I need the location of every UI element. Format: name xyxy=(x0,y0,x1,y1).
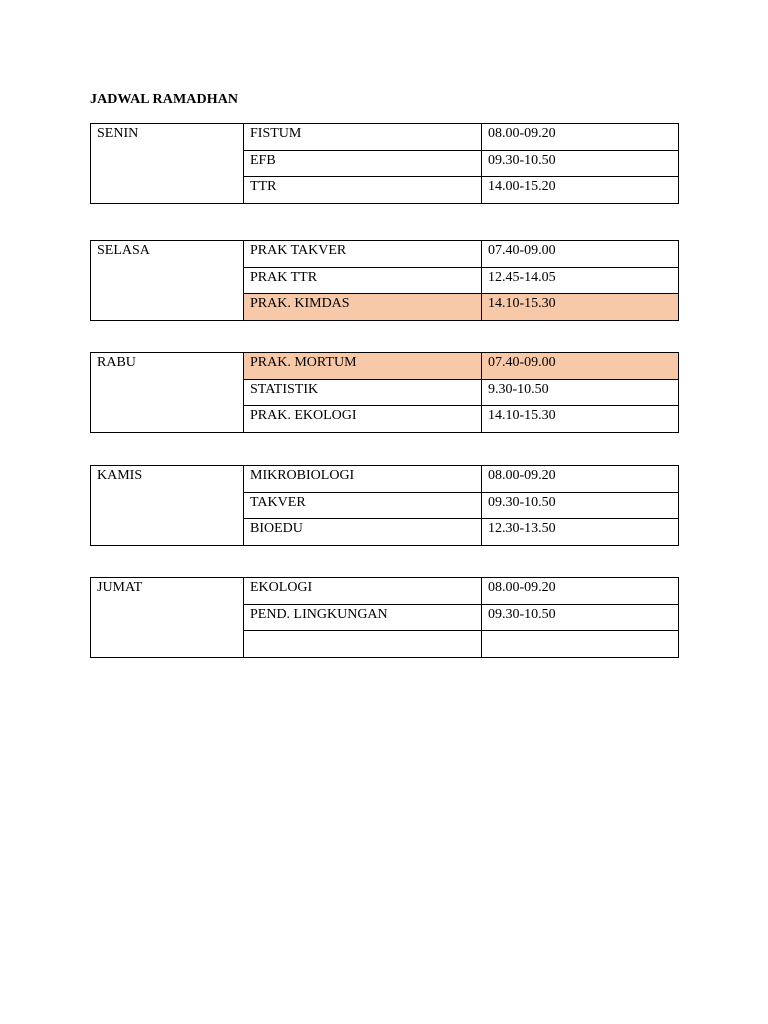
subject-cell: STATISTIK xyxy=(244,379,482,406)
day-cell: RABU xyxy=(91,353,244,433)
subject-cell: PEND. LINGKUNGAN xyxy=(244,604,482,631)
subject-cell: PRAK TTR xyxy=(244,267,482,294)
document-title: JADWAL RAMADHAN xyxy=(90,92,239,107)
time-cell: 09.30-10.50 xyxy=(482,150,679,177)
schedule-row xyxy=(91,578,679,605)
day-cell: SENIN xyxy=(91,124,244,204)
schedule-table-kamis xyxy=(90,465,679,546)
time-cell: 14.10-15.30 xyxy=(482,406,679,433)
time-cell: 12.45-14.05 xyxy=(482,267,679,294)
day-cell: SELASA xyxy=(91,241,244,321)
schedule-row xyxy=(91,241,679,268)
time-cell: 12.30-13.50 xyxy=(482,519,679,546)
day-cell: JUMAT xyxy=(91,578,244,658)
schedule-row xyxy=(91,466,679,493)
subject-cell: PRAK. MORTUM xyxy=(244,353,482,380)
schedule-table-jumat xyxy=(90,577,679,658)
subject-cell: PRAK. KIMDAS xyxy=(244,294,482,321)
subject-cell: BIOEDU xyxy=(244,519,482,546)
subject-cell: EKOLOGI xyxy=(244,578,482,605)
time-cell: 07.40-09.00 xyxy=(482,353,679,380)
time-cell: 08.00-09.20 xyxy=(482,578,679,605)
schedule-row-highlighted xyxy=(91,353,679,380)
subject-cell: TAKVER xyxy=(244,492,482,519)
time-cell: 08.00-09.20 xyxy=(482,124,679,151)
time-cell: 9.30-10.50 xyxy=(482,379,679,406)
time-cell: 09.30-10.50 xyxy=(482,604,679,631)
subject-cell: PRAK TAKVER xyxy=(244,241,482,268)
subject-cell: PRAK. EKOLOGI xyxy=(244,406,482,433)
time-cell: 14.00-15.20 xyxy=(482,177,679,204)
subject-cell: EFB xyxy=(244,150,482,177)
schedule-table-senin xyxy=(90,123,679,204)
subject-cell: MIKROBIOLOGI xyxy=(244,466,482,493)
day-cell: KAMIS xyxy=(91,466,244,546)
schedule-table-selasa xyxy=(90,240,679,321)
time-cell: 07.40-09.00 xyxy=(482,241,679,268)
time-cell: 09.30-10.50 xyxy=(482,492,679,519)
subject-cell: TTR xyxy=(244,177,482,204)
schedule-row xyxy=(91,124,679,151)
time-cell xyxy=(482,631,679,658)
subject-cell xyxy=(244,631,482,658)
time-cell: 08.00-09.20 xyxy=(482,466,679,493)
subject-cell: FISTUM xyxy=(244,124,482,151)
schedule-table-rabu xyxy=(90,352,679,433)
time-cell: 14.10-15.30 xyxy=(482,294,679,321)
